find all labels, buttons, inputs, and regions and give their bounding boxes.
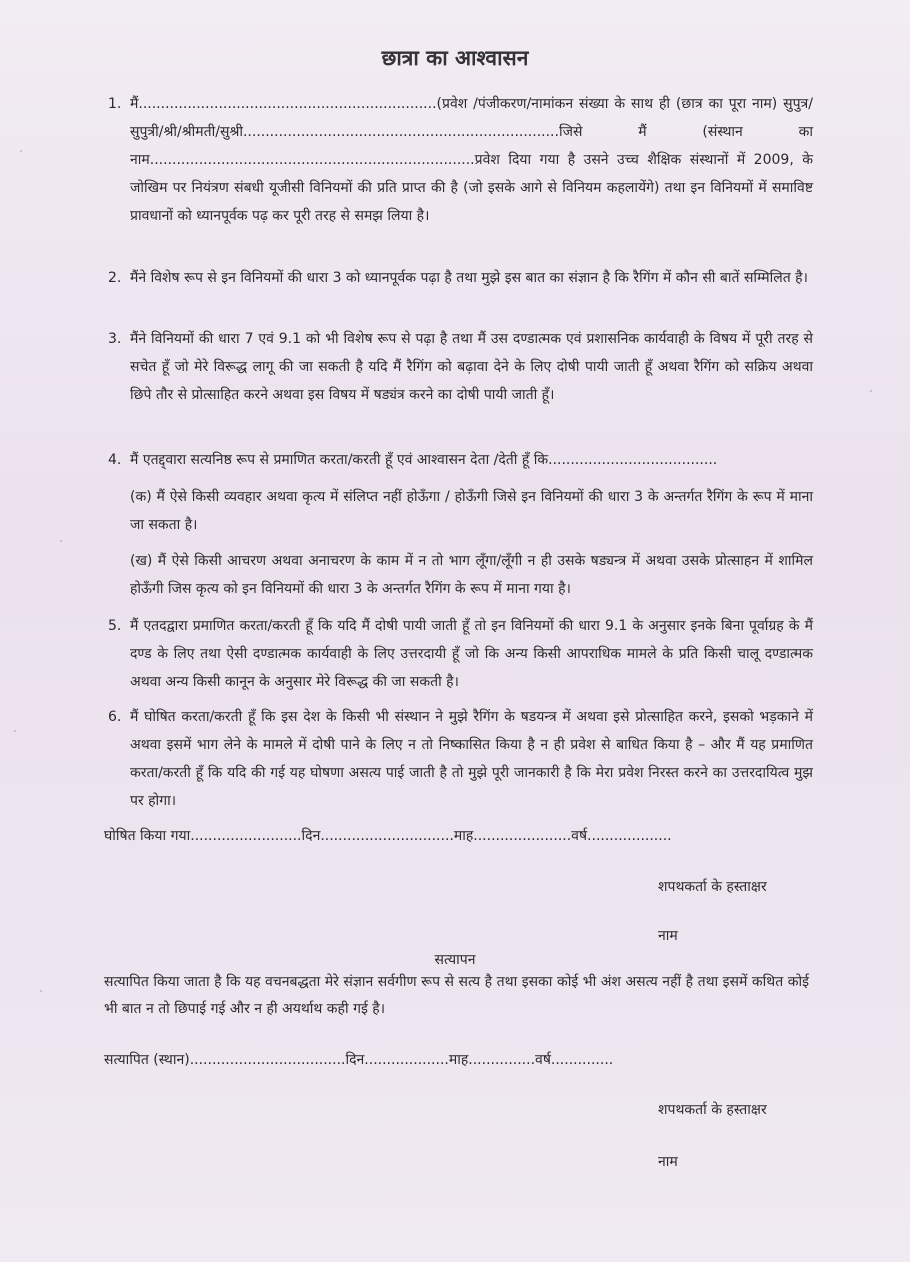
name-label: नाम [658,928,678,944]
clause-text: मैं घोषित करता/करती हूँ कि इस देश के किसी भी संस्थान ने मुझे रैगिंग के षडयन्त्र में अथवा इसे प्रोत्साहित करने, इसको भड़काने में अथवा इसमें भाग लेने के मामले में दोषी पाने के लिए न तो निष्कासित किया है न ही प्रवेश से बाधित किया है – और मैं यह प्रमाणित करता/करती हूँ कि यदि की गई यह घोषणा असत्य पाई जाती है तो मुझे पूरी जानकारी है कि मेरा प्रवेश निरस्त करने का उत्तरदायित्व मुझ पर होगा। [130,709,813,809]
name-label: नाम [658,1154,678,1170]
sub-clause-kha: (ख) मैं ऐसे किसी आचरण अथवा अनाचरण के काम में न तो भाग लूँगा/लूँगी न ही उसके षड्यन्त्र में अथवा उसके प्रोत्साहन में शामिल होऊँगी जिस कृत्य को इन विनियमों की धारा 3 के अन्तर्गत रैगिंग के रूप में माना गया है। [130,553,813,597]
declared-date-line: घोषित किया गया.........................दिन..............................माह......................वर्ष................... [104,828,672,844]
verification-heading: सत्यापन [434,952,476,968]
clause-number: 5. [108,618,122,634]
sub-clause-ka: (क) मैं ऐसे किसी व्यवहार अथवा कृत्य में संलिप्त नहीं होऊँगा / होऊँगी जिसे इन विनियमों की धारा 3 के अन्तर्गत रैगिंग के रूप में माना जा सकता है। [130,489,813,533]
signature-label: शपथकर्ता के हस्ताक्षर [658,1102,767,1118]
clause-3 [108,325,813,409]
clause-5 [108,612,813,696]
clause-text: मैं एतद्द्वारा सत्यनिष्ठ रूप से प्रमाणित करता/करती हूँ एवं आश्वासन देता /देती हूँ कि...................................... [130,452,718,468]
clause-text: मैंने विनियमों की धारा 7 एवं 9.1 को भी विशेष रूप से पढ़ा है तथा मैं उस दण्डात्मक एवं प्रशासनिक कार्यवाही के विषय में पूरी तरह से सचेत हूँ जो मेरे विरूद्ध लागू की जा सकती है यदि मैं रैगिंग को बढ़ावा देने के लिए दोषी पायी जाती हूँ अथवा रैगिंग को सक्रिय अथवा छिपे तौर से प्रोत्साहित करने अथवा इस विषय में षड्यंत्र करने का दोषी पायी जाती हूँ। [130,331,813,403]
clause-text: मैं...................................................................(प्रवेश /पंजीकरण/नामांकन संख्या के साथ ही (छात्र का पूरा नाम) सुपुत्र/सुपुत्री/श्री/श्रीमती/सुश्री.......................................................................जिसे मैं (संस्थान का नाम.........................................................................प्रवेश दिया गया है उसने उच्च शैक्षिक संस्थानों में 2009, के जोखिम पर नियंत्रण संबधी यूजीसी विनियमों की प्रति प्राप्त की है (जो इसके आगे से विनियम कहलायेंगे) तथा इन विनियमों में समाविष्ट प्रावधानों को ध्यानपूर्वक पढ़ कर पूरी तरह से समझ लिया है। [130,96,813,224]
clause-number: 4. [108,452,122,468]
clause-2 [108,264,813,292]
verification-text: सत्यापित किया जाता है कि यह वचनबद्धता मेरे संज्ञान सर्वगीण रूप से सत्य है तथा इसका कोई भी अंश असत्य नहीं है तथा इसमें कथित कोई भी बात न तो छिपाई गई और न ही अयर्थाथ कही गई है। [104,974,809,1017]
document-title: छात्रा का आश्वासन [381,46,529,70]
clause-number: 6. [108,709,122,725]
clause-text: मैंने विशेष रूप से इन विनियमों की धारा 3 को ध्यानपूर्वक पढ़ा है तथा मुझे इस बात का संज्ञान है कि रैगिंग में कौन सी बातें सम्मिलित है। [130,270,808,286]
scan-speck [870,390,872,392]
clause-4 [108,446,813,474]
clause-number: 1. [108,96,122,112]
clause-1 [108,90,813,230]
clause-number: 3. [108,331,122,347]
scan-speck [40,990,42,992]
clause-text: मैं एतदद्वारा प्रमाणित करता/करती हूँ कि यदि मैं दोषी पायी जाती हूँ तो इन विनियमों की धारा 9.1 के अनुसार इनके बिना पूर्वाग्रह के मैं दण्ड के लिए तथा ऐसी दण्डात्मक कार्यवाही के लिए उत्तरदायी हूँ जो कि अन्य किसी आपराधिक मामले के प्रति किसी चालू दण्डात्मक अथवा अन्य किसी कानून के अनुसार मेरे विरूद्ध की जा सकती है। [130,618,813,690]
scan-speck [14,730,16,732]
signature-label: शपथकर्ता के हस्ताक्षर [658,879,767,895]
verified-place-date-line: सत्यापित (स्थान)...................................दिन...................माह...............वर्ष.............. [104,1052,614,1068]
scan-speck [20,150,22,152]
clause-number: 2. [108,270,122,286]
scan-speck [60,540,62,542]
clause-6 [108,703,813,815]
